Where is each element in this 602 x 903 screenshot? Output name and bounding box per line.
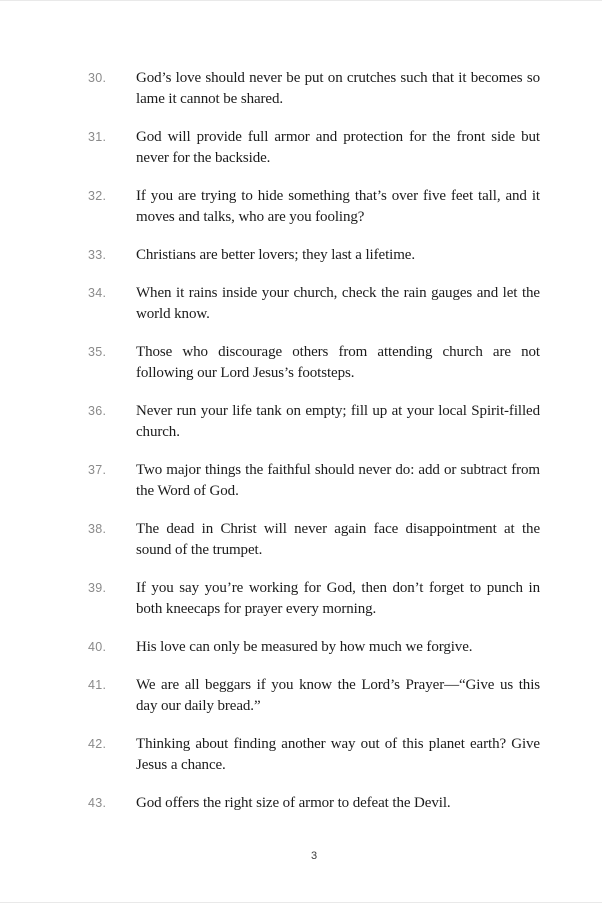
item-number: 34. (88, 286, 107, 300)
item-text: Two major things the faithful should never do: add or subtract from the Word of God. (136, 462, 540, 499)
list-item (88, 637, 540, 658)
item-number: 37. (88, 463, 107, 477)
list-item (88, 401, 540, 443)
item-number: 41. (88, 678, 107, 692)
item-text: Christians are better lovers; they last a lifetime. (136, 247, 415, 263)
item-number: 39. (88, 581, 107, 595)
item-number: 30. (88, 71, 107, 85)
list-item (88, 127, 540, 169)
list-item (88, 519, 540, 561)
page-number: 3 (310, 850, 318, 862)
list-item (88, 460, 540, 502)
item-text: If you are trying to hide something that’s over five feet tall, and it moves and talks, who are you fooling? (136, 188, 540, 225)
item-number: 36. (88, 404, 107, 418)
list-item (88, 186, 540, 228)
item-number: 42. (88, 737, 107, 751)
list-item (88, 245, 540, 266)
item-text: God will provide full armor and protection for the front side but never for the backside. (136, 129, 540, 166)
item-number: 43. (88, 796, 107, 810)
list-item (88, 283, 540, 325)
item-text: Those who discourage others from attending church are not following our Lord Jesus’s footsteps. (136, 344, 540, 381)
item-number: 33. (88, 248, 107, 262)
list-item (88, 734, 540, 776)
item-text: Thinking about finding another way out of this planet earth? Give Jesus a chance. (136, 736, 540, 773)
list-item (88, 793, 540, 814)
item-number: 32. (88, 189, 107, 203)
item-text: His love can only be measured by how much we forgive. (136, 639, 473, 655)
list-item (88, 675, 540, 717)
list-item (88, 578, 540, 620)
item-text: Never run your life tank on empty; fill up at your local Spirit-filled church. (136, 403, 540, 440)
item-text: God’s love should never be put on crutches such that it becomes so lame it cannot be shared. (136, 70, 540, 107)
item-number: 35. (88, 345, 107, 359)
item-text: When it rains inside your church, check the rain gauges and let the world know. (136, 285, 540, 322)
item-text: If you say you’re working for God, then don’t forget to punch in both kneecaps for prayer every morning. (136, 580, 540, 617)
item-text: God offers the right size of armor to defeat the Devil. (136, 795, 451, 811)
item-text: The dead in Christ will never again face disappointment at the sound of the trumpet. (136, 521, 540, 558)
book-page (0, 1, 602, 903)
list-item (88, 68, 540, 110)
item-number: 40. (88, 640, 107, 654)
item-number: 31. (88, 130, 107, 144)
list-item (88, 342, 540, 384)
item-number: 38. (88, 522, 107, 536)
page-footer (88, 846, 540, 864)
item-text: We are all beggars if you know the Lord’s Prayer—“Give us this day our daily bread.” (136, 677, 540, 714)
